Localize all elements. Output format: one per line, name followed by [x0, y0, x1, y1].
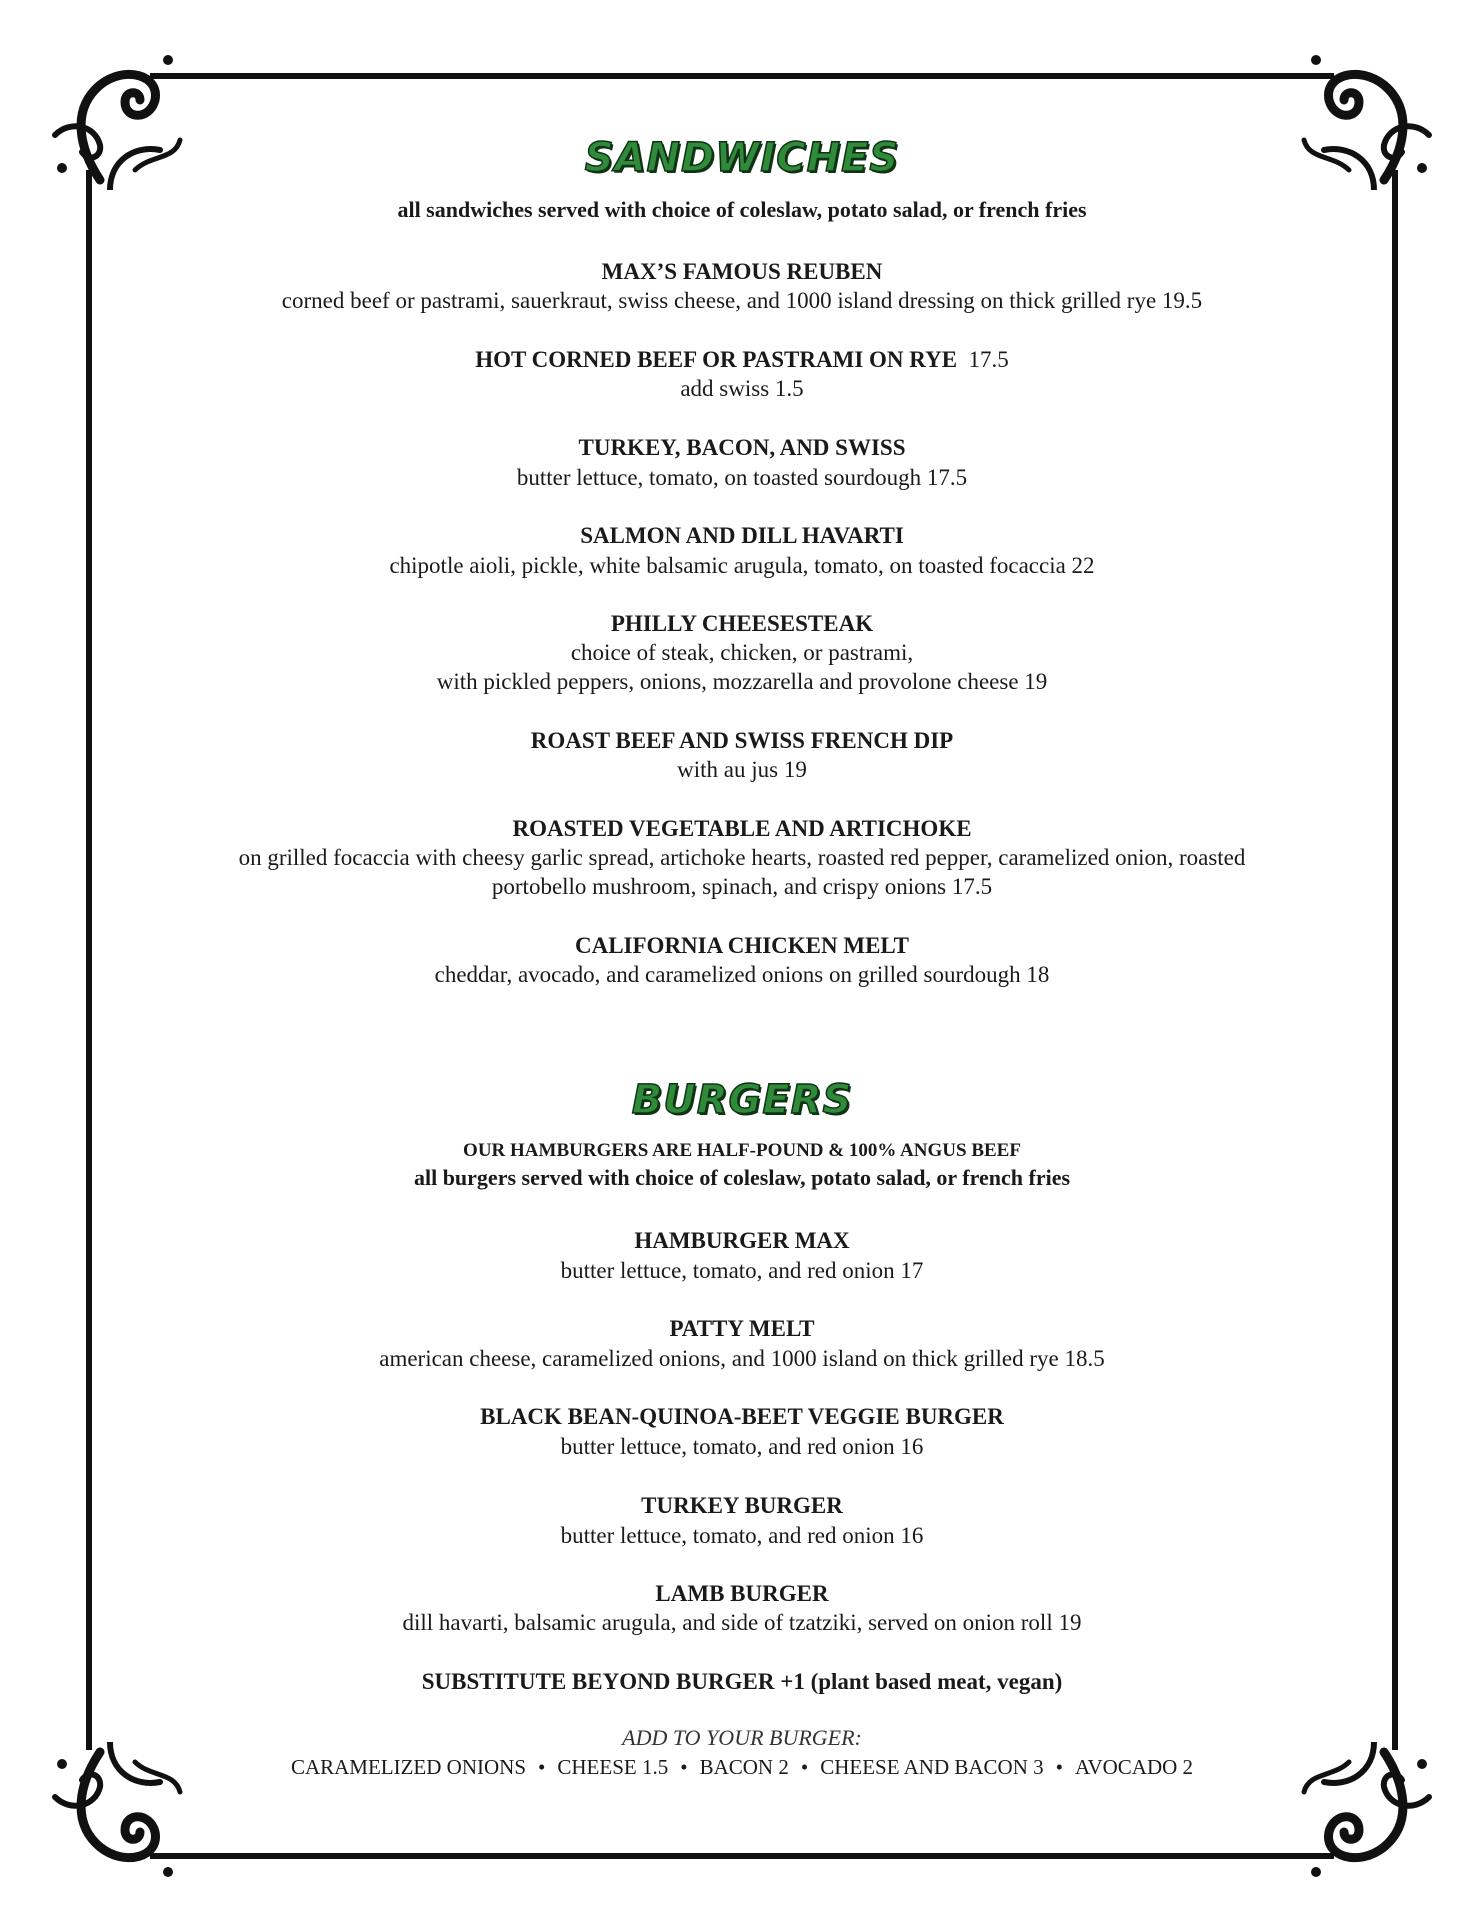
- item-description: with au jus 19: [677, 757, 807, 782]
- item-name: PATTY MELT: [669, 1316, 815, 1341]
- item-name: LAMB BURGER: [655, 1581, 829, 1606]
- item-name: ROASTED VEGETABLE AND ARTICHOKE: [512, 816, 972, 841]
- item-description: choice of steak, chicken, or pastrami,: [570, 640, 914, 665]
- item-name: HOT CORNED BEEF OR PASTRAMI ON RYE: [475, 347, 958, 372]
- item-name: TURKEY, BACON, AND SWISS: [578, 435, 906, 460]
- item-description: cheddar, avocado, and caramelized onions on grilled sourdough 18: [434, 962, 1050, 987]
- item-name: BLACK BEAN-QUINOA-BEET VEGGIE BURGER: [480, 1404, 1004, 1429]
- burgers-subtitle: all burgers served with choice of coleslaw, potato salad, or french fries: [413, 1165, 1071, 1190]
- addon-item: CARAMELIZED ONIONS: [290, 1755, 527, 1779]
- item-description: portobello mushroom, spinach, and crispy onions 17.5: [491, 874, 993, 899]
- item-name: ROAST BEEF AND SWISS FRENCH DIP: [530, 728, 954, 753]
- item-description: add swiss 1.5: [680, 376, 804, 401]
- item-name-with-price: [120, 347, 1364, 373]
- addon-item: BACON 2: [699, 1755, 789, 1779]
- item-description: american cheese, caramelized onions, and 1000 island on thick grilled rye 18.5: [379, 1346, 1105, 1371]
- item-name: TURKEY BURGER: [641, 1493, 843, 1518]
- item-description: on grilled focaccia with cheesy garlic spread, artichoke hearts, roasted red pepper, caramelized onion, roasted: [238, 845, 1246, 870]
- frame-left-border: [86, 170, 92, 1750]
- burgers-note: OUR HAMBURGERS ARE HALF-POUND & 100% ANGUS BEEF: [463, 1140, 1021, 1161]
- sandwiches-subtitle: all sandwiches served with choice of coleslaw, potato salad, or french fries: [397, 197, 1087, 222]
- addons-heading: ADD TO YOUR BURGER:: [622, 1725, 862, 1750]
- item-description: butter lettuce, tomato, and red onion 17: [560, 1258, 924, 1283]
- item-name: CALIFORNIA CHICKEN MELT: [575, 933, 909, 958]
- item-description: with pickled peppers, onions, mozzarella and provolone cheese 19: [436, 669, 1048, 694]
- addons-list: CARAMELIZED ONIONS • CHEESE 1.5 • BACON 2 • CHEESE AND BACON 3 • AVOCADO 2: [290, 1755, 1194, 1779]
- item-description: butter lettuce, tomato, and red onion 16: [560, 1523, 924, 1548]
- item-name: SALMON AND DILL HAVARTI: [580, 523, 904, 548]
- item-description: butter lettuce, tomato, and red onion 16: [560, 1434, 924, 1459]
- burgers-title: BURGERS: [631, 1077, 853, 1123]
- item-name: MAX’S FAMOUS REUBEN: [601, 259, 883, 284]
- item-name: PHILLY CHEESESTEAK: [610, 611, 874, 636]
- menu-content: [120, 0, 1364, 1920]
- addon-item: CHEESE AND BACON 3: [820, 1755, 1044, 1779]
- sandwiches-title: SANDWICHES: [584, 135, 900, 181]
- item-description: corned beef or pastrami, sauerkraut, swiss cheese, and 1000 island dressing on thick grilled rye 19.5: [281, 288, 1203, 313]
- addon-item: AVOCADO 2: [1075, 1755, 1194, 1779]
- substitute-note: SUBSTITUTE BEYOND BURGER +1 (plant based meat, vegan): [421, 1669, 1063, 1694]
- item-description: chipotle aioli, pickle, white balsamic arugula, tomato, on toasted focaccia 22: [389, 553, 1095, 578]
- item-description: dill havarti, balsamic arugula, and side of tzatziki, served on onion roll 19: [402, 1610, 1082, 1635]
- frame-right-border: [1392, 170, 1398, 1750]
- item-description: butter lettuce, tomato, on toasted sourdough 17.5: [516, 465, 968, 490]
- item-price: 17.5: [968, 347, 1009, 372]
- addon-item: CHEESE 1.5: [557, 1755, 669, 1779]
- item-name: HAMBURGER MAX: [634, 1228, 850, 1253]
